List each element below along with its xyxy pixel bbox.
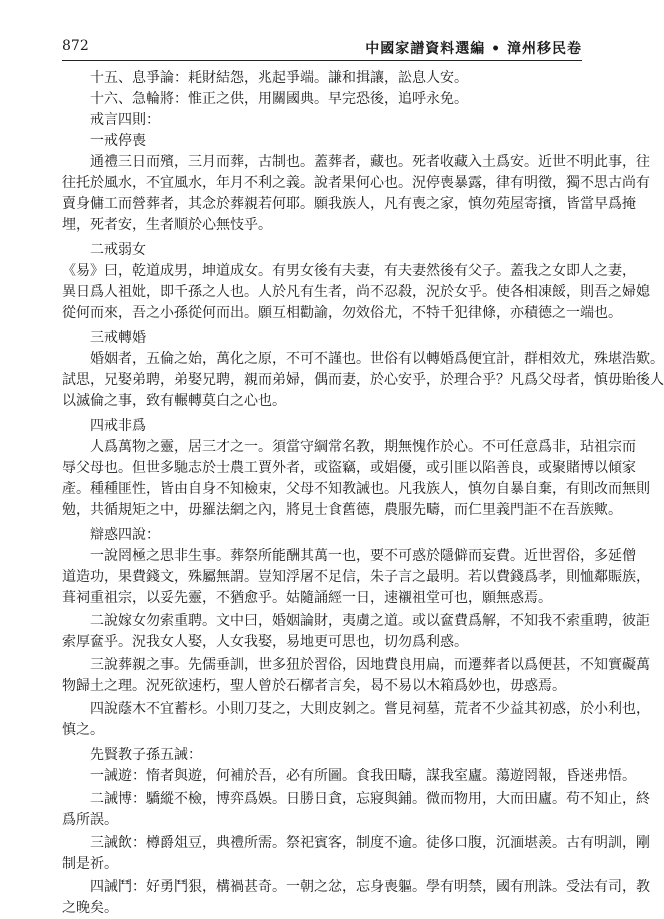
text-line: 十五、息爭論：耗財結怨，兆起爭端。謙和揖讓，訟息人安。 — [90, 70, 468, 86]
text-line: 勉，共循規矩之中，毋羅法網之內，將見士食舊德，農服先疇，而仁里義門詎不在吾族歟。 — [62, 502, 622, 518]
text-line: 賣身傭工而營葬者，其念於葬親若何耶。願我族人，凡有喪之家，慎勿苑屋寄擯，皆當早爲掩 — [62, 196, 636, 212]
text-line: 往托於風水，不宜風水，年月不利之義。說者果何心也。況停喪暴露，律有明徵，獨不思古尚有 — [62, 175, 650, 191]
text-line: 二誡博：驕縱不檢，博弈爲娛。日勝日貪，忘寢與鋪。微而物用，大而田廬。苟不知止，終 — [90, 791, 650, 807]
page-number: 872 — [62, 38, 89, 54]
text-line: 四誡鬥：好勇鬥狠，構禍甚奇。一朝之忿，忘身喪軀。學有明禁，國有刑誅。受法有司，教 — [90, 879, 650, 895]
text-line: 索厚奩乎。況我女人娶，人女我娶，易地更可思也，切勿爲利惑。 — [62, 634, 468, 650]
text-line: 人爲萬物之靈，居三才之一。須當守綱常名教，期無愧作於心。不可任意爲非，玷祖宗而 — [90, 439, 636, 455]
page-header — [62, 36, 582, 61]
text-line: 道造功，果費錢文，殊屬無謂。豈知浮屠不足信，朱子言之最明。若以費錢爲孝，則恤鄰賑族， — [62, 569, 650, 585]
text-line: 三戒轉婚 — [90, 330, 146, 346]
text-line: 從何而來，吾之小孫從何而出。願互相勸諭，勿效俗尤，不特千犯律條，亦積德之一端也。 — [62, 305, 622, 321]
text-line: 試思，兄娶弟聘，弟娶兄聘，親而弟婦，偶而妻，於心安乎，於理合乎？凡爲父母者，慎毋貽後人 — [62, 372, 664, 388]
text-line: 三說葬親之事。先儒垂訓，世多狃於習俗，因地費良用扁，而遷葬者以爲便甚，不知實礙萬 — [90, 657, 650, 673]
text-line: 以滅倫之事，致有輾轉莫白之心也。 — [62, 393, 286, 409]
text-line: 戒言四則： — [90, 112, 160, 128]
text-line: 辯惑四說： — [90, 527, 160, 543]
text-line: 一說罔極之思非生事。葬祭所能酬其萬一也，要不可惑於隱僻而妄費。近世習俗，多延僧 — [90, 548, 636, 564]
text-line: 二戒弱女 — [90, 242, 146, 258]
document-body — [62, 68, 664, 919]
book-title: 中國家譜資料選編 • 漳州移民卷 — [365, 41, 582, 57]
text-line: 產。種種匪性，皆由自身不知檢束，父母不知教誡也。凡我族人，慎勿自暴自棄，有則改而無則 — [62, 481, 650, 497]
text-line: 葺祠重祖宗，以妥先靈，不猶愈乎。姑隨誦經一日，速襯祖堂可也，願無惑焉。 — [62, 590, 552, 606]
text-line: 《易》曰，乾道成男，坤道成女。有男女後有夫妻，有夫妻然後有父子。蓋我之女即人之妻， — [62, 263, 636, 279]
text-line: 先賢教子孫五誡： — [90, 747, 202, 763]
text-line: 慎之。 — [62, 722, 104, 738]
text-line: 爲所誤。 — [62, 812, 118, 828]
text-line: 三誡飲：樽爵俎豆，典禮所需。祭祀賓客，制度不逾。徒侈口腹，沉湎堪羨。古有明訓，剛 — [90, 835, 650, 851]
text-line: 埋，死者安，生者順於心無忮乎。 — [62, 217, 272, 233]
text-line: 十六、急輪將：惟正之供，用關國典。早完恐後，追呼永免。 — [90, 91, 468, 107]
text-line: 四戒非爲 — [90, 418, 146, 434]
text-line: 二說嫁女勿索重聘。文中曰，婚姻論財，夷虜之道。或以奩費爲解，不知我不索重聘，彼詎 — [90, 613, 650, 629]
text-line: 四說蔭木不宜蓄杉。小則刀芟之，大則皮剝之。嘗見祠墓，荒者不少益其初惑，於小利也， — [90, 701, 650, 717]
text-line: 一誡遊：惰者與遊，何補於吾，必有所圖。食我田疇，謀我室廬。蕩遊罔報，昏迷弗悟。 — [90, 768, 636, 784]
text-line: 之晚矣。 — [62, 900, 118, 916]
text-line: 物歸土之理。況死欲速朽，聖人曾於石槨者言矣，曷不易以木箱爲妙也，毋惑焉。 — [62, 678, 566, 694]
text-line: 通禮三日而殯，三月而葬，古制也。蓋葬者，藏也。死者收藏入土爲安。近世不明此事，往 — [90, 154, 650, 170]
text-line: 異日爲人祖妣，即千孫之人也。人於凡有生者，尚不忍殺，況於女乎。使各相凍餒，則吾之婦媳 — [62, 284, 650, 300]
text-line: 一戒停喪 — [90, 133, 146, 149]
text-line: 婚姻者，五倫之始，萬化之原，不可不謹也。世俗有以轉婚爲便宜計，群相效尤，殊堪浩歎。 — [90, 351, 664, 367]
text-line: 辱父母也。但世多馳志於士農工賈外者，或盜竊，或娼優，或引匪以陷善良，或聚賭博以傾家 — [62, 460, 636, 476]
text-line: 制是祈。 — [62, 856, 118, 872]
